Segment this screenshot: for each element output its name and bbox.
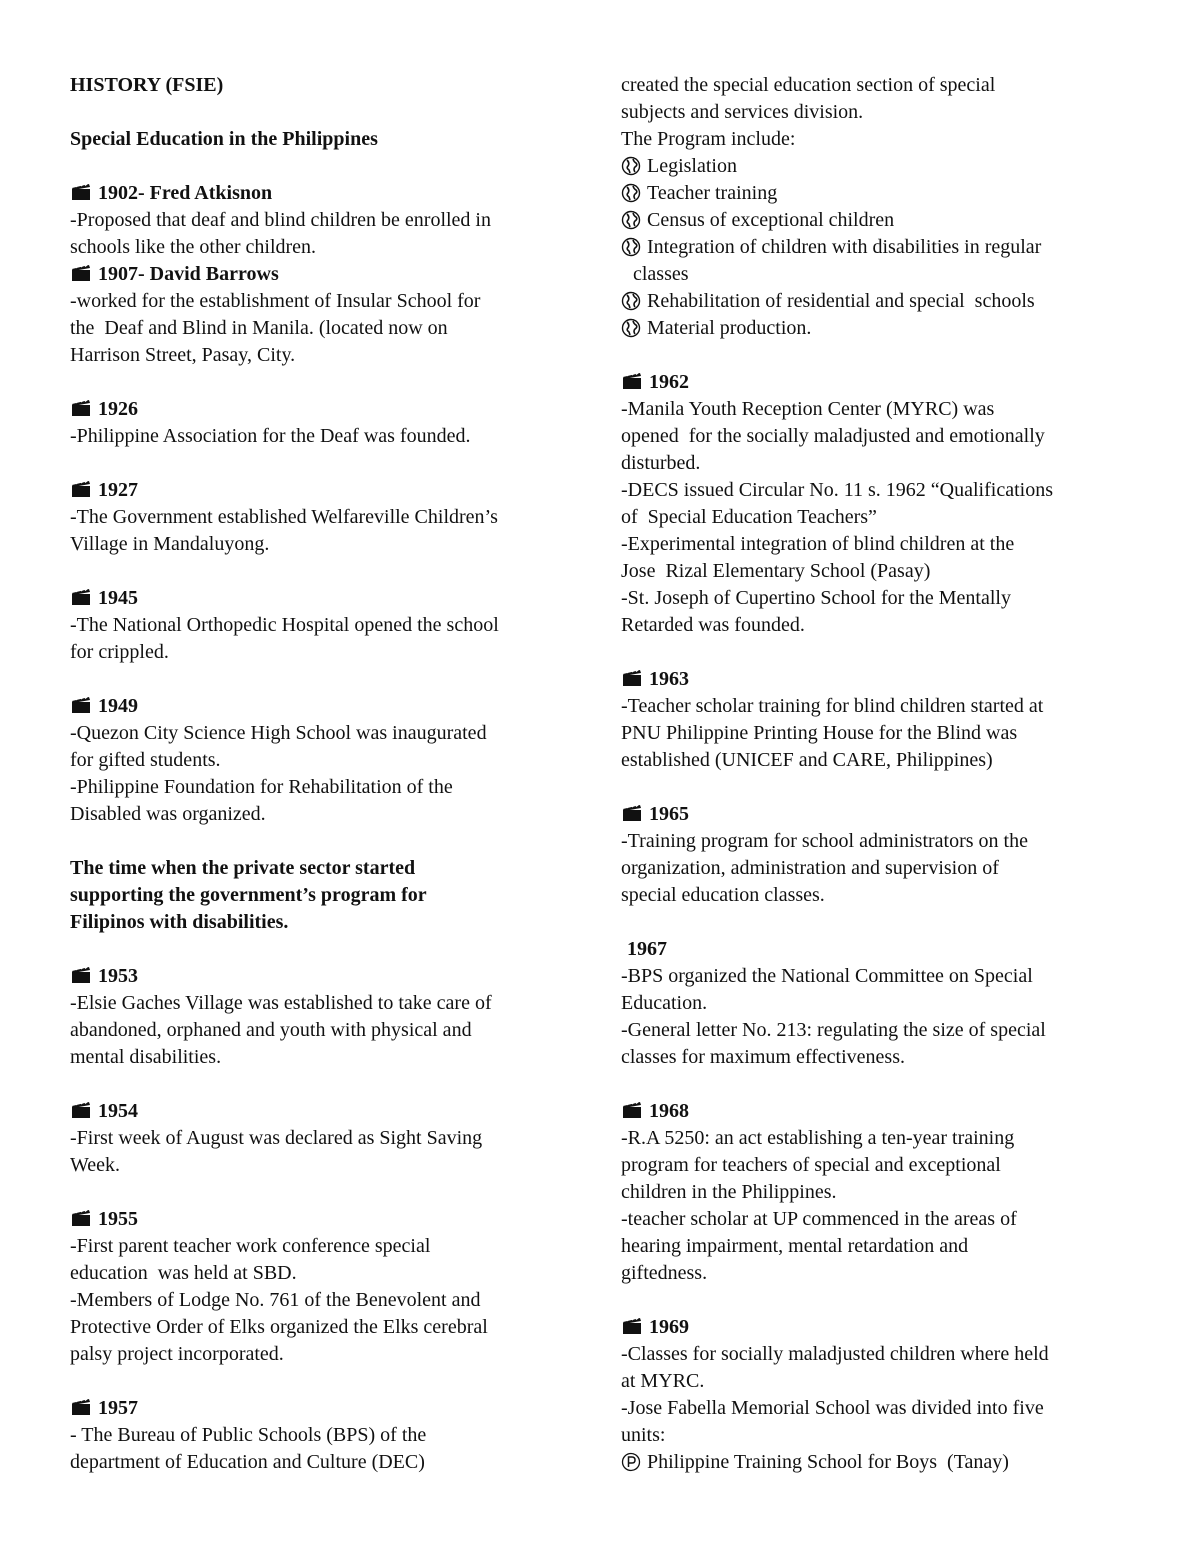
- entry-text-line: abandoned, orphaned and youth with physical and: [70, 1019, 472, 1041]
- globe-icon: [621, 291, 641, 311]
- entry-text-line: -Philippine Foundation for Rehabilitation of the: [70, 776, 453, 798]
- entry-text-line: for gifted students.: [70, 749, 221, 771]
- continuation-line: created the special education section of special: [621, 74, 996, 96]
- entry-text-line: -Experimental integration of blind children at the: [621, 533, 1015, 555]
- entry-text-line: -Philippine Association for the Deaf was founded.: [70, 425, 471, 447]
- continuation-line: The Program include:: [621, 128, 796, 150]
- entry-heading-1963: 1963: [621, 666, 1141, 693]
- document-title: HISTORY (FSIE): [70, 74, 224, 96]
- globe-icon: [621, 156, 641, 176]
- entry-heading-1902: 1902- Fred Atkisnon: [70, 180, 590, 207]
- entry-heading-1949: 1949: [70, 693, 590, 720]
- entry-text-line: giftedness.: [621, 1262, 708, 1284]
- clapperboard-icon: [70, 696, 92, 714]
- clapperboard-icon: [621, 1317, 643, 1335]
- program-list-item: Rehabilitation of residential and special schools: [621, 288, 1141, 315]
- entry-text-line: -First week of August was declared as Sight Saving: [70, 1127, 483, 1149]
- entry-text-line: Village in Mandaluyong.: [70, 533, 270, 555]
- clapperboard-icon: [70, 966, 92, 984]
- entry-text-line: palsy project incorporated.: [70, 1343, 284, 1365]
- globe-icon: [621, 237, 641, 257]
- entry-text-line: -Jose Fabella Memorial School was divided into five: [621, 1397, 1044, 1419]
- clapperboard-icon: [70, 480, 92, 498]
- clapperboard-icon: [70, 264, 92, 282]
- entry-text-line: disturbed.: [621, 452, 701, 474]
- entry-text-line: program for teachers of special and exceptional: [621, 1154, 1001, 1176]
- entry-text-line: Harrison Street, Pasay, City.: [70, 344, 296, 366]
- entry-text-line: Protective Order of Elks organized the Elks cerebral: [70, 1316, 488, 1338]
- section-title: Special Education in the Philippines: [70, 128, 378, 150]
- entry-text-line: -worked for the establishment of Insular School for: [70, 290, 481, 312]
- entry-text-line: -Quezon City Science High School was inaugurated: [70, 722, 487, 744]
- entry-text-line: -R.A 5250: an act establishing a ten-year training: [621, 1127, 1015, 1149]
- globe-icon: [621, 183, 641, 203]
- entry-text-line: organization, administration and supervision of: [621, 857, 999, 879]
- entry-text-line: schools like the other children.: [70, 236, 317, 258]
- program-list-item: Census of exceptional children: [621, 207, 1141, 234]
- clapperboard-icon: [70, 399, 92, 417]
- entry-text-line: Education.: [621, 992, 708, 1014]
- entry-text-line: department of Education and Culture (DEC): [70, 1451, 425, 1473]
- program-list-item: Legislation: [621, 153, 1141, 180]
- entry-text-line: hearing impairment, mental retardation and: [621, 1235, 969, 1257]
- globe-icon: [621, 210, 641, 230]
- entry-text-line: units:: [621, 1424, 666, 1446]
- clapperboard-icon: [621, 372, 643, 390]
- program-list-item: Integration of children with disabilities in regular: [621, 234, 1141, 261]
- entry-text-line: -The Government established Welfareville Children’s: [70, 506, 498, 528]
- entry-heading-1927: 1927: [70, 477, 590, 504]
- entry-text-line: PNU Philippine Printing House for the Blind was: [621, 722, 1018, 744]
- entry-text-line: -DECS issued Circular No. 11 s. 1962 “Qualifications: [621, 479, 1053, 501]
- entry-text-line: education was held at SBD.: [70, 1262, 297, 1284]
- entry-heading-1955: 1955: [70, 1206, 590, 1233]
- clapperboard-icon: [70, 1101, 92, 1119]
- entry-text-line: -Proposed that deaf and blind children be enrolled in: [70, 209, 491, 231]
- entry-text-line: -Training program for school administrators on the: [621, 830, 1028, 852]
- entry-text-line: -The National Orthopedic Hospital opened the school: [70, 614, 499, 636]
- entry-heading-1962: 1962: [621, 369, 1141, 396]
- entry-text-line: Week.: [70, 1154, 121, 1176]
- entry-text-line: established (UNICEF and CARE, Philippines): [621, 749, 993, 771]
- right-column: [621, 72, 1141, 1476]
- clapperboard-icon: [70, 588, 92, 606]
- clapperboard-icon: [70, 1398, 92, 1416]
- program-list-item: Material production.: [621, 315, 1141, 342]
- entry-heading-1965: 1965: [621, 801, 1141, 828]
- entry-text-line: -General letter No. 213: regulating the size of special: [621, 1019, 1046, 1041]
- entry-text-line: -teacher scholar at UP commenced in the areas of: [621, 1208, 1017, 1230]
- entry-heading-1907: 1907- David Barrows: [70, 261, 590, 288]
- entry-heading-1968: 1968: [621, 1098, 1141, 1125]
- private-sector-heading: Filipinos with disabilities.: [70, 911, 289, 933]
- entry-heading-1954: 1954: [70, 1098, 590, 1125]
- entry-heading-1926: 1926: [70, 396, 590, 423]
- entry-heading-1957: 1957: [70, 1395, 590, 1422]
- entry-text-line: of Special Education Teachers”: [621, 506, 877, 528]
- clapperboard-icon: [621, 1101, 643, 1119]
- clapperboard-icon: [70, 183, 92, 201]
- entry-text-line: -First parent teacher work conference special: [70, 1235, 431, 1257]
- entry-text-line: -Teacher scholar training for blind children started at: [621, 695, 1044, 717]
- entry-text-line: children in the Philippines.: [621, 1181, 837, 1203]
- sub-list-item: Philippine Training School for Boys (Tanay): [621, 1449, 1141, 1476]
- entry-heading-1967: 1967: [627, 938, 667, 960]
- entry-text-line: -Elsie Gaches Village was established to take care of: [70, 992, 492, 1014]
- entry-text-line: -BPS organized the National Committee on Special: [621, 965, 1033, 987]
- entry-heading-1969: 1969: [621, 1314, 1141, 1341]
- entry-text-line: Disabled was organized.: [70, 803, 266, 825]
- entry-text-line: opened for the socially maladjusted and emotionally: [621, 425, 1045, 447]
- clapperboard-icon: [621, 804, 643, 822]
- entry-text-line: special education classes.: [621, 884, 825, 906]
- entry-text-line: -Manila Youth Reception Center (MYRC) was: [621, 398, 995, 420]
- program-list-item: Teacher training: [621, 180, 1141, 207]
- continuation-line: subjects and services division.: [621, 101, 864, 123]
- private-sector-heading: supporting the government’s program for: [70, 884, 427, 906]
- entry-text-line: the Deaf and Blind in Manila. (located now on: [70, 317, 448, 339]
- entry-text-line: mental disabilities.: [70, 1046, 222, 1068]
- entry-text-line: for crippled.: [70, 641, 169, 663]
- entry-text-line: Jose Rizal Elementary School (Pasay): [621, 560, 931, 582]
- entry-text-line: Retarded was founded.: [621, 614, 805, 636]
- entry-text-line: -Members of Lodge No. 761 of the Benevolent and: [70, 1289, 481, 1311]
- clapperboard-icon: [70, 1209, 92, 1227]
- private-sector-heading: The time when the private sector started: [70, 857, 416, 879]
- clapperboard-icon: [621, 669, 643, 687]
- entry-text-line: - The Bureau of Public Schools (BPS) of the: [70, 1424, 427, 1446]
- entry-heading-1945: 1945: [70, 585, 590, 612]
- circled-p-icon: [621, 1452, 641, 1472]
- globe-icon: [621, 318, 641, 338]
- entry-text-line: at MYRC.: [621, 1370, 705, 1392]
- entry-text-line: -Classes for socially maladjusted children where held: [621, 1343, 1049, 1365]
- entry-text-line: classes for maximum effectiveness.: [621, 1046, 905, 1068]
- entry-heading-1953: 1953: [70, 963, 590, 990]
- left-column: [70, 72, 590, 1476]
- program-list-item-wrap: classes: [633, 263, 689, 285]
- entry-text-line: -St. Joseph of Cupertino School for the Mentally: [621, 587, 1011, 609]
